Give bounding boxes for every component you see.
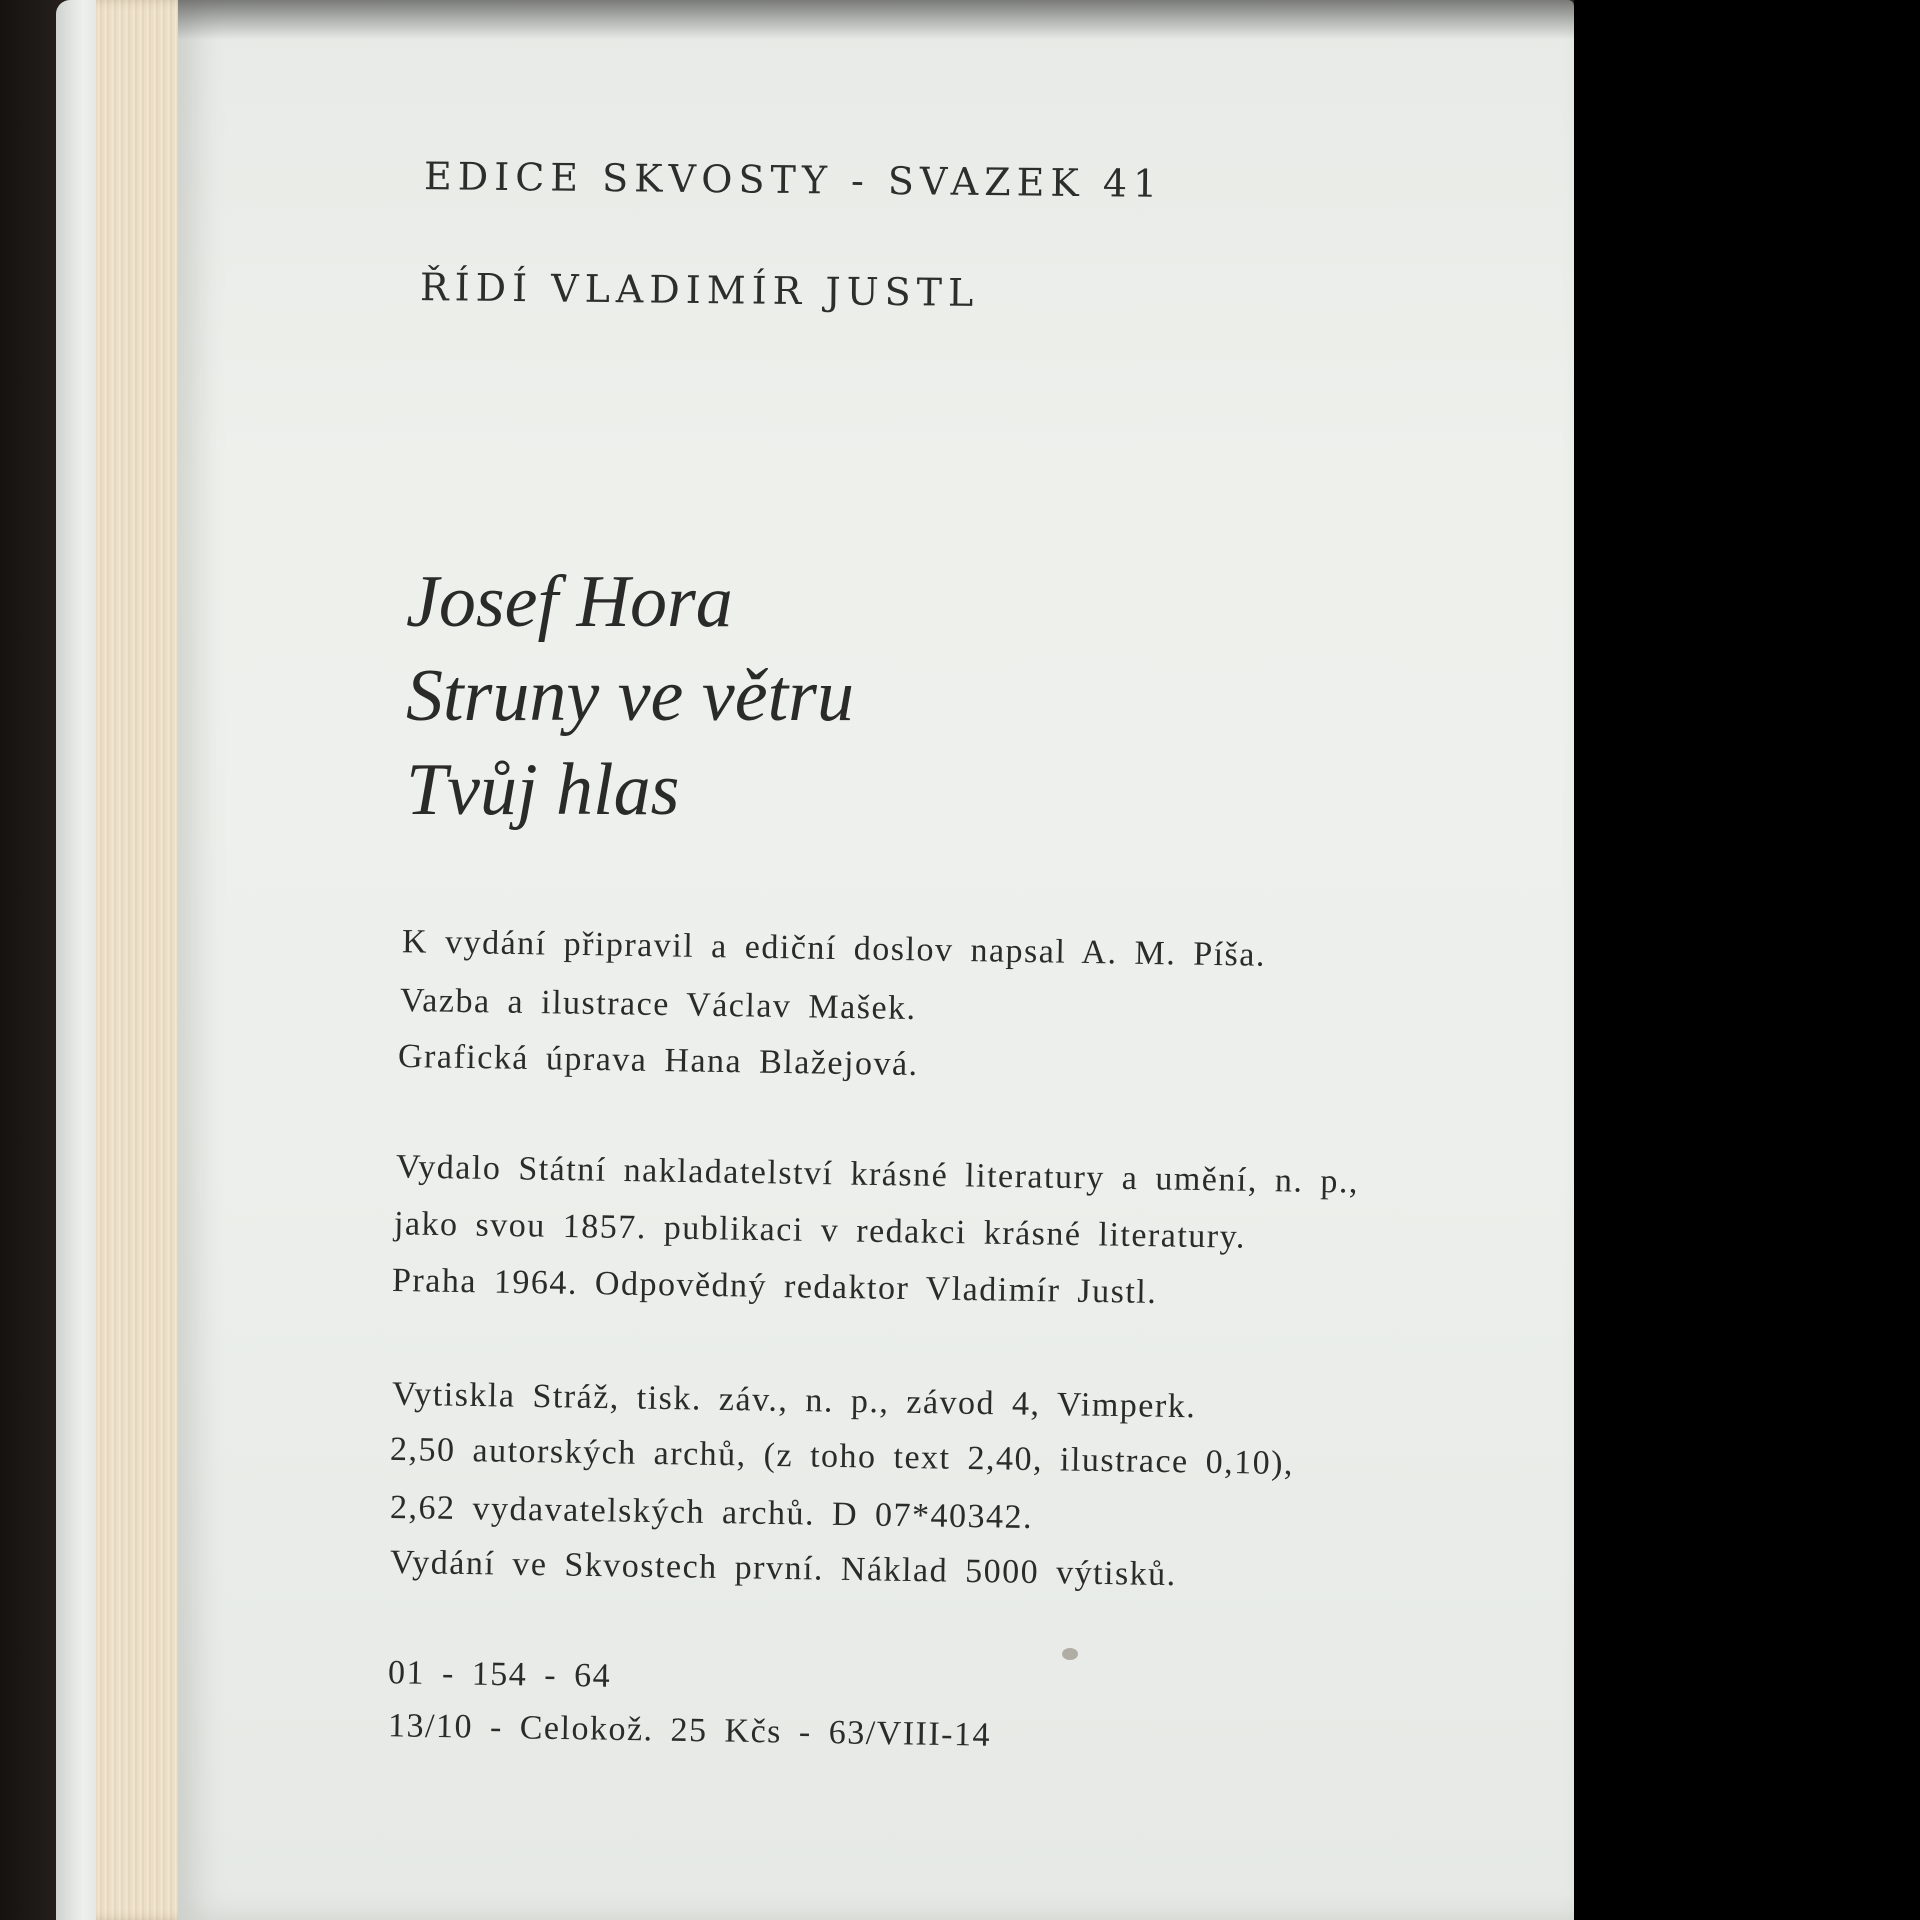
credits-line: K vydání připravil a ediční doslov napsal A. M. Píša.: [401, 923, 1267, 974]
book-title-1: Struny ve větru: [406, 655, 854, 737]
printing-line: 2,62 vydavatelských archů. D 07*40342.: [389, 1488, 1034, 1537]
editor-line: ŘÍDÍ VLADIMÍR JUSTL: [419, 265, 980, 315]
code-line: 13/10 - Celokož. 25 Kčs - 63/VIII-14: [387, 1707, 992, 1754]
book-title-2: Tvůj hlas: [406, 749, 680, 831]
publisher-line: jako svou 1857. publikaci v redakci krásné literatury.: [393, 1205, 1247, 1256]
author-name: Josef Hora: [406, 561, 733, 643]
publisher-line: Vydalo Státní nakladatelství krásné literatury a umění, n. p.,: [395, 1148, 1360, 1201]
credits-line: Grafická úprava Hana Blažejová.: [397, 1037, 919, 1084]
top-shadow: [178, 0, 1574, 40]
series-line: EDICE SKVOSTY - SVAZEK 41: [423, 154, 1164, 206]
code-line: 01 - 154 - 64: [387, 1654, 612, 1695]
background-right: [1574, 0, 1920, 1920]
publisher-line: Praha 1964. Odpovědný redaktor Vladimír Justl.: [391, 1261, 1158, 1312]
printing-line: Vytiskla Stráž, tisk. záv., n. p., závod 4, Vimperk.: [391, 1375, 1197, 1426]
printing-line: 2,50 autorských archů, (z toho text 2,40, ilustrace 0,10),: [389, 1430, 1295, 1483]
paper-smudge: [1062, 1648, 1078, 1660]
credits-line: Vazba a ilustrace Václav Mašek.: [399, 981, 917, 1028]
printing-line: Vydání ve Skvostech první. Náklad 5000 výtisků.: [389, 1543, 1178, 1594]
